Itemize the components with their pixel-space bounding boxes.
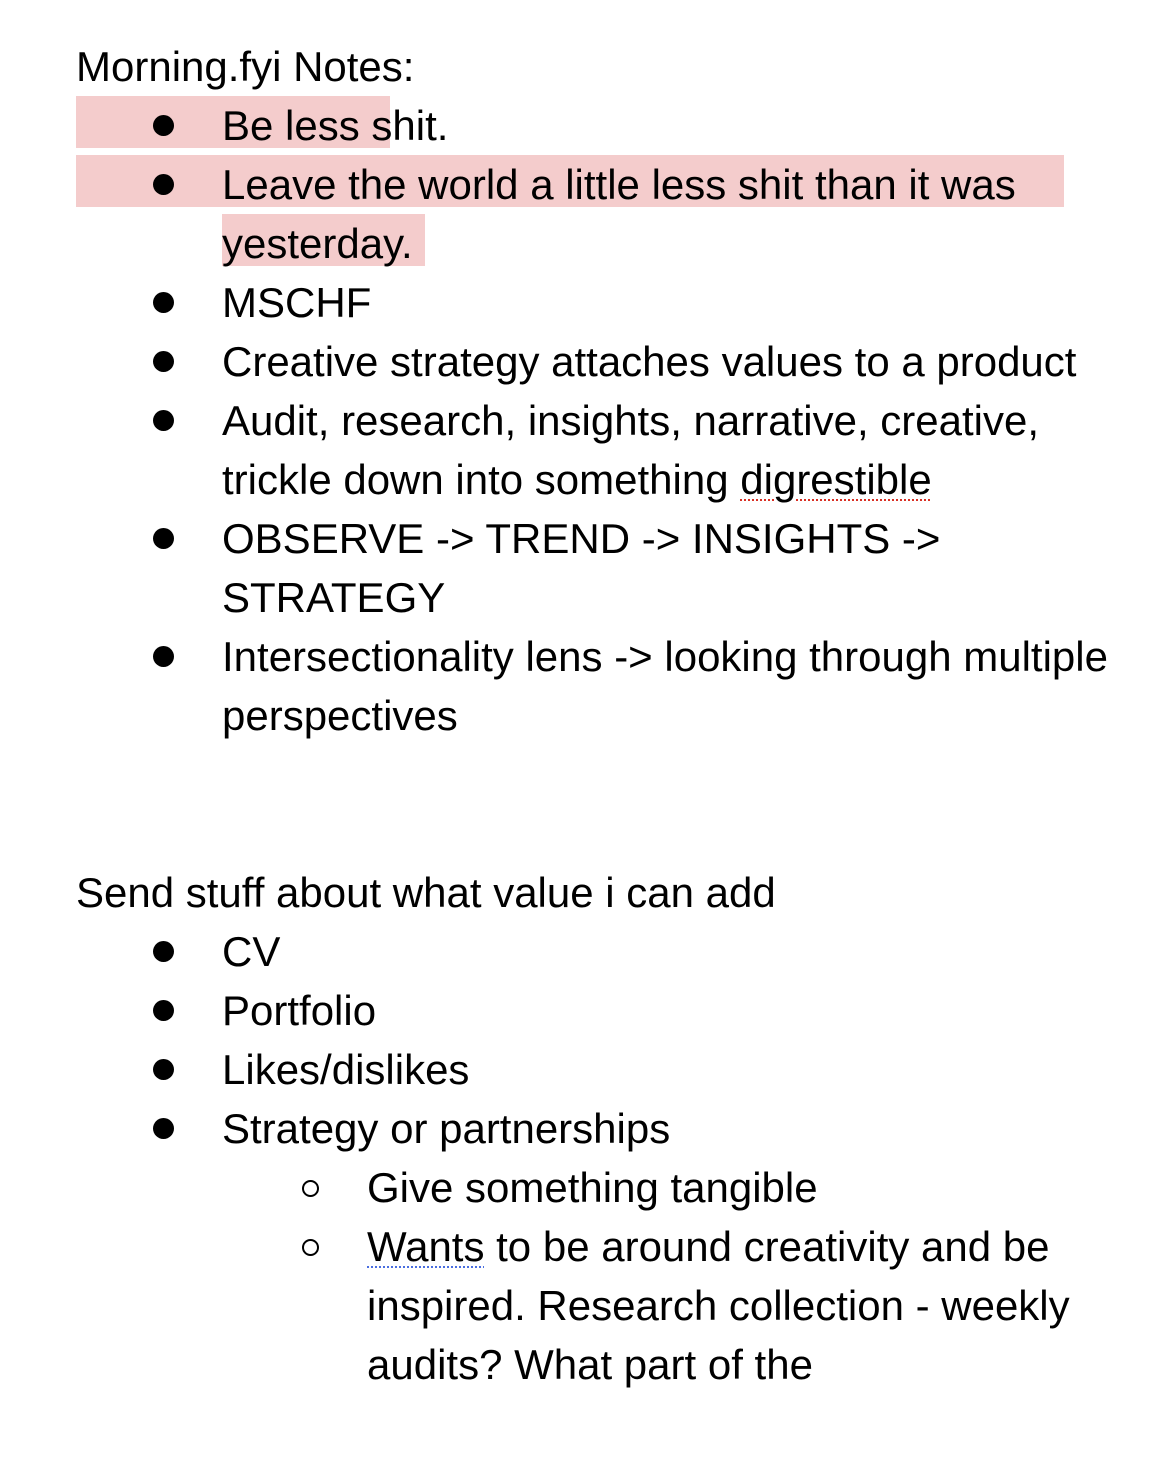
bullet-icon xyxy=(148,96,178,155)
sub-list-item xyxy=(76,1158,1156,1217)
list-item xyxy=(76,155,1156,273)
section-heading-morning-notes: Morning.fyi Notes: xyxy=(76,43,415,90)
bullet-icon xyxy=(148,922,178,981)
morning-notes-list xyxy=(76,96,1156,745)
list-item-text: Leave the world a little less shit than it was yesterday. xyxy=(222,161,1016,267)
list-item xyxy=(76,96,1156,155)
list-item-text: MSCHF xyxy=(222,279,372,326)
hollow-bullet-icon xyxy=(295,1158,325,1217)
list-item-text: Strategy or partnerships xyxy=(222,1105,671,1152)
list-item-text: Be less shit. xyxy=(222,102,449,149)
hollow-bullet-icon xyxy=(295,1217,325,1276)
sub-list-item-text: Give something tangible xyxy=(367,1164,818,1211)
send-stuff-list xyxy=(76,922,1156,1158)
list-item-text: OBSERVE -> TREND -> INSIGHTS -> STRATEGY xyxy=(222,515,941,621)
section-heading-send-stuff: Send stuff about what value i can add xyxy=(76,869,776,916)
list-item xyxy=(76,1099,1156,1158)
bullet-icon xyxy=(148,981,178,1040)
list-item xyxy=(76,922,1156,981)
sub-list-item-text: to be around creativity and be inspired. Research collection - weekly audits? What part of the xyxy=(367,1223,1070,1388)
partnerships-sublist xyxy=(76,1158,1156,1394)
bullet-icon xyxy=(148,155,178,214)
sub-list-item xyxy=(76,1217,1156,1394)
bullet-icon xyxy=(148,627,178,686)
grammar-flagged-word[interactable]: Wants xyxy=(367,1223,485,1270)
bullet-icon xyxy=(148,391,178,450)
list-item xyxy=(76,273,1156,332)
list-item-text: Likes/dislikes xyxy=(222,1046,470,1093)
list-item-text: Intersectionality lens -> looking through multiple perspectives xyxy=(222,633,1108,739)
list-item-text: Creative strategy attaches values to a product xyxy=(222,338,1077,385)
list-item xyxy=(76,332,1156,391)
list-item xyxy=(76,1040,1156,1099)
bullet-icon xyxy=(148,1040,178,1099)
list-item-text: Portfolio xyxy=(222,987,377,1034)
list-item xyxy=(76,391,1156,509)
paragraph-spacer xyxy=(76,745,1156,863)
list-item xyxy=(76,981,1156,1040)
misspelled-word[interactable]: digrestible xyxy=(740,456,932,503)
list-item xyxy=(76,627,1156,745)
list-item xyxy=(76,509,1156,627)
bullet-icon xyxy=(148,509,178,568)
document-body xyxy=(76,37,1156,1394)
bullet-icon xyxy=(148,332,178,391)
bullet-icon xyxy=(148,1099,178,1158)
bullet-icon xyxy=(148,273,178,332)
list-item-text: Audit, research, insights, narrative, creative, trickle down into something xyxy=(222,397,1040,503)
list-item-text: CV xyxy=(222,928,281,975)
